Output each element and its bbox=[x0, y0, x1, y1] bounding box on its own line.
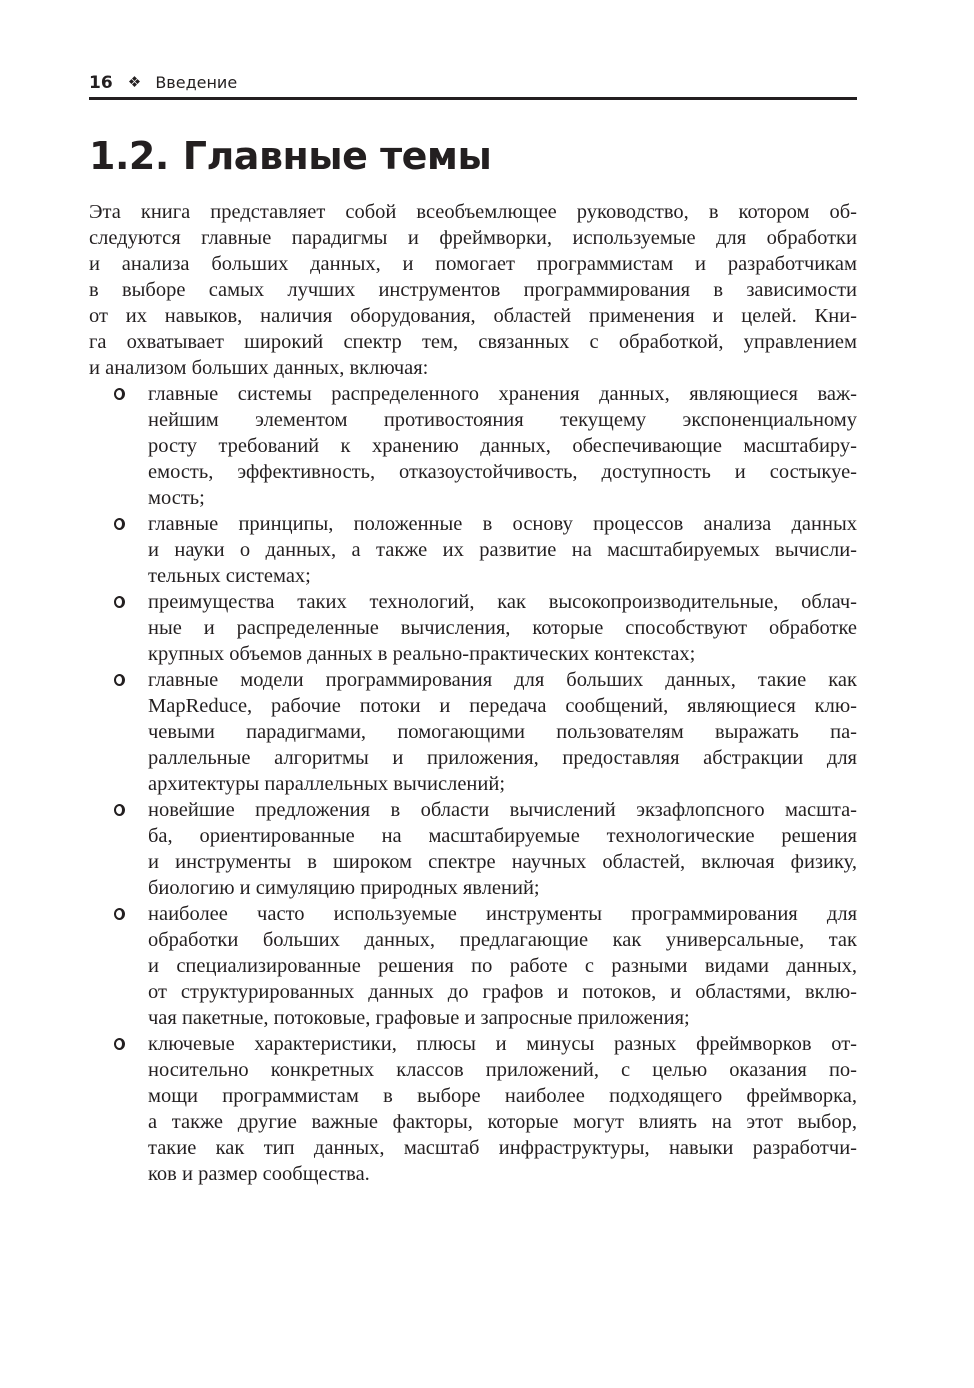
text-line: носительно конкретных классов приложений, с целью оказания по- bbox=[148, 1059, 857, 1081]
text-line: следуются главные парадигмы и фреймворки, используемые для обработки bbox=[89, 227, 857, 249]
text-line: Эта книга представляет собой всеобъемлющее руководство, в котором об- bbox=[89, 201, 857, 223]
text-line: а также другие важные факторы, которые могут влиять на этот выбор, bbox=[148, 1111, 857, 1133]
text-line: росту требований к хранению данных, обеспечивающие масштабиру- bbox=[148, 435, 857, 457]
text-line: и инструменты в широком спектре научных областей, включая физику, bbox=[148, 851, 857, 873]
circle-bullet-icon bbox=[114, 388, 125, 400]
text-line: от их навыков, наличия оборудования, областей применения и целей. Кни- bbox=[89, 305, 857, 327]
circle-bullet-icon bbox=[114, 596, 125, 608]
section-number: 1.2. bbox=[89, 134, 169, 178]
text-line: биологию и симуляцию природных явлений; bbox=[148, 877, 540, 899]
text-line: и специализированные решения по работе с разными видами данных, bbox=[148, 955, 857, 977]
text-line: главные принципы, положенные в основу процессов анализа данных bbox=[148, 513, 857, 535]
body-text bbox=[89, 199, 857, 1187]
text-line: тельных системах; bbox=[148, 565, 311, 587]
intro-paragraph bbox=[89, 199, 857, 381]
running-head bbox=[89, 72, 857, 94]
ornament-icon: ❖ bbox=[127, 73, 142, 91]
list-item bbox=[89, 901, 857, 1031]
text-line: преимущества таких технологий, как высокопроизводительные, облач- bbox=[148, 591, 857, 613]
text-line: и анализа больших данных, и помогает программистам и разработчикам bbox=[89, 253, 857, 275]
text-line: главные системы распределенного хранения данных, являющиеся важ- bbox=[148, 383, 857, 405]
text-line: новейшие предложения в области вычислений экзафлопсного масшта- bbox=[148, 799, 857, 821]
text-line: в выборе самых лучших инструментов программирования в зависимости bbox=[89, 279, 857, 301]
circle-bullet-icon bbox=[114, 674, 125, 686]
text-line: емость, эффективность, отказоустойчивость, доступность и состыкуе- bbox=[148, 461, 857, 483]
text-line: MapReduce, рабочие потоки и передача сообщений, являющиеся клю- bbox=[148, 695, 857, 717]
text-line: такие как тип данных, масштаб инфраструктуры, навыки разработчи- bbox=[148, 1137, 857, 1159]
text-line: ные и распределенные вычисления, которые способствуют обработке bbox=[148, 617, 857, 639]
text-line: наиболее часто используемые инструменты программирования для bbox=[148, 903, 857, 925]
text-line: га охватывает широкий спектр тем, связанных с обработкой, управлением bbox=[89, 331, 857, 353]
text-line: крупных объемов данных в реально-практических контекстах; bbox=[148, 643, 696, 665]
text-line: чая пакетные, потоковые, графовые и запросные приложения; bbox=[148, 1007, 690, 1029]
list-item bbox=[89, 797, 857, 901]
text-line: ба, ориентированные на масштабируемые технологические решения bbox=[148, 825, 857, 847]
header-rule bbox=[89, 97, 857, 100]
text-line: нейшим элементом противостояния текущему экспоненциальному bbox=[148, 409, 857, 431]
topics-list bbox=[89, 381, 857, 1187]
text-line: мость; bbox=[148, 487, 205, 509]
text-line: и науки о данных, а также их развитие на масштабируемых вычисли- bbox=[148, 539, 857, 561]
list-item bbox=[89, 511, 857, 589]
text-line: архитектуры параллельных вычислений; bbox=[148, 773, 506, 795]
page-number: 16 bbox=[89, 73, 113, 93]
list-item bbox=[89, 381, 857, 511]
text-line: чевыми парадигмами, помогающими пользователям выражать па- bbox=[148, 721, 857, 743]
section-title: Главные темы bbox=[182, 134, 492, 178]
text-line: мощи программистам в выборе наиболее подходящего фреймворка, bbox=[148, 1085, 857, 1107]
text-line: обработки больших данных, предлагающие как универсальные, так bbox=[148, 929, 857, 951]
text-line: и анализом больших данных, включая: bbox=[89, 357, 429, 379]
text-line: ключевые характеристики, плюсы и минусы разных фреймворков от- bbox=[148, 1033, 857, 1055]
text-line: раллельные алгоритмы и приложения, предоставляя абстракции для bbox=[148, 747, 857, 769]
text-line: главные модели программирования для больших данных, такие как bbox=[148, 669, 857, 691]
text-line: от структурированных данных до графов и потоков, и областями, вклю- bbox=[148, 981, 857, 1003]
running-head-section-name: Введение bbox=[155, 73, 238, 92]
circle-bullet-icon bbox=[114, 518, 125, 530]
circle-bullet-icon bbox=[114, 804, 125, 816]
list-item bbox=[89, 589, 857, 667]
circle-bullet-icon bbox=[114, 908, 125, 920]
list-item bbox=[89, 1031, 857, 1187]
circle-bullet-icon bbox=[114, 1038, 125, 1050]
list-item bbox=[89, 667, 857, 797]
text-line: ков и размер сообщества. bbox=[148, 1163, 370, 1185]
section-heading bbox=[89, 132, 491, 180]
